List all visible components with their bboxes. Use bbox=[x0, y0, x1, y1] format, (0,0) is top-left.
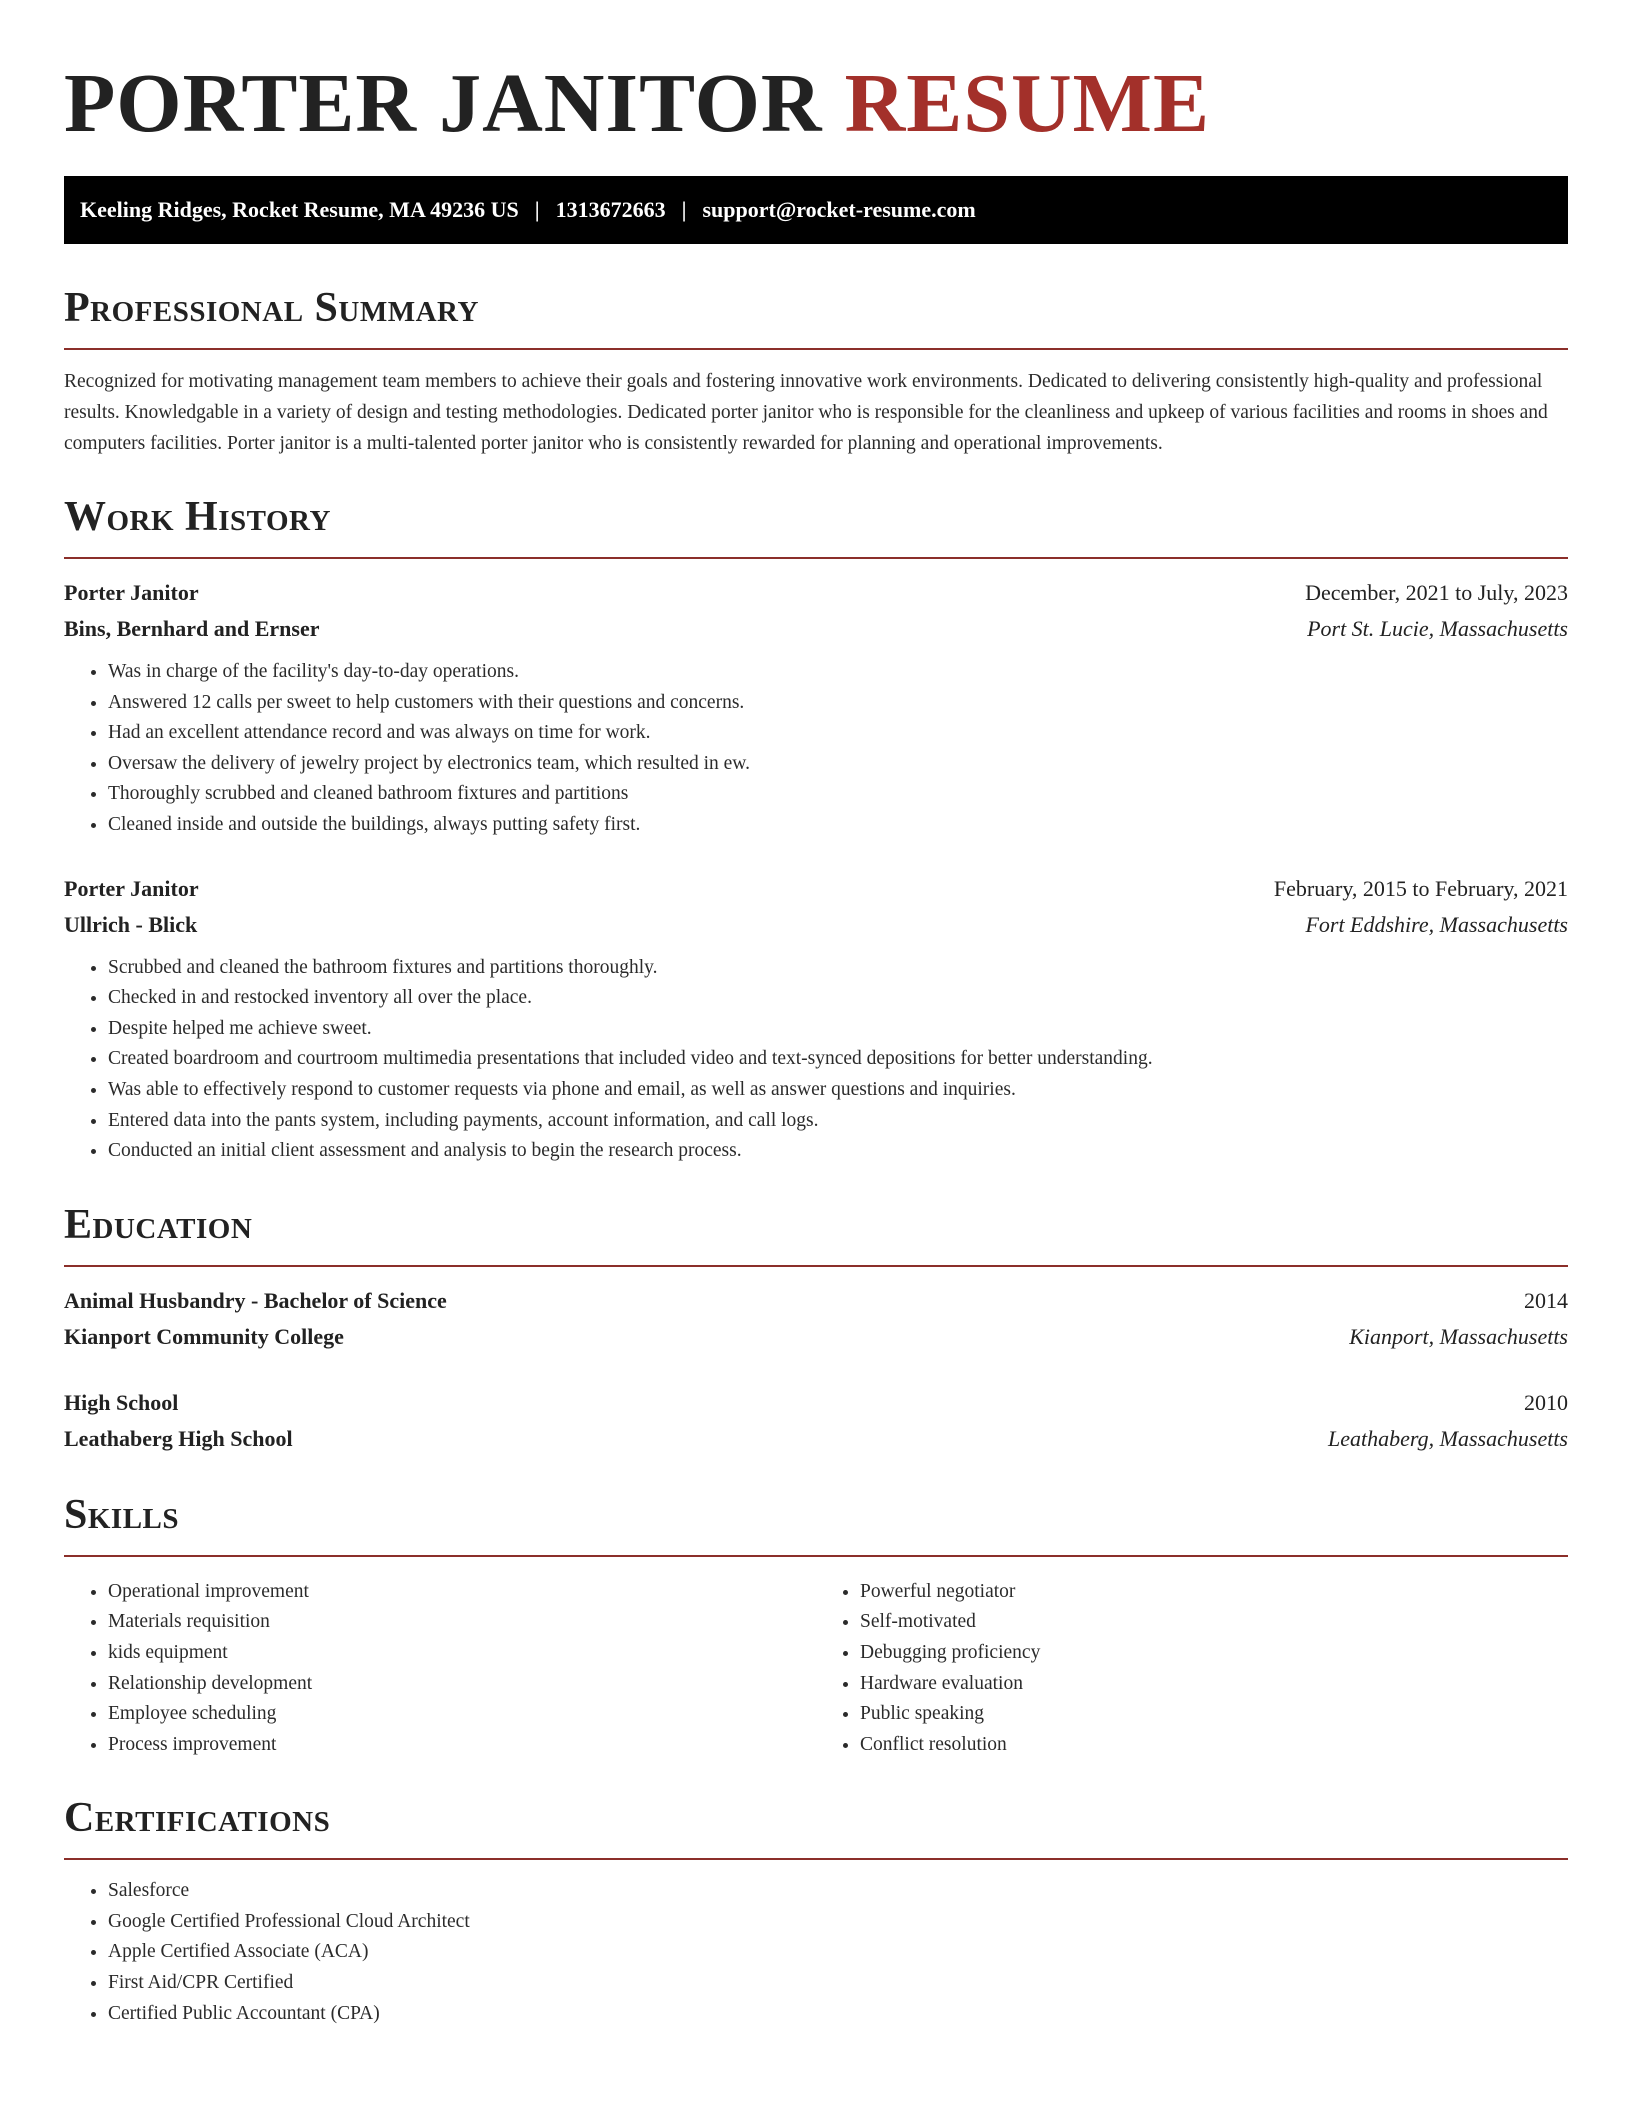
title-accent: RESUME bbox=[844, 57, 1210, 150]
job-duty: • Had an excellent attendance record and was always on time for work. bbox=[108, 718, 1568, 749]
contact-bar bbox=[64, 176, 1568, 244]
job-duty: • Oversaw the delivery of jewelry project by electronics team, which resulted in ew. bbox=[108, 749, 1568, 780]
job-duties bbox=[64, 953, 1568, 1167]
summary-section bbox=[64, 284, 1568, 459]
education-degree: High School bbox=[64, 1389, 179, 1415]
education-school: Leathaberg High School bbox=[64, 1425, 293, 1451]
job-entry bbox=[64, 871, 1568, 1167]
education-degree-row bbox=[64, 1385, 1568, 1421]
skill-item: • Materials requisition bbox=[108, 1607, 816, 1638]
section-heading-skills: Skills bbox=[64, 1491, 180, 1538]
skill-item: • Debugging proficiency bbox=[860, 1638, 1568, 1669]
title-main: PORTER JANITOR bbox=[64, 57, 823, 150]
section-heading-summary: Professional Summary bbox=[64, 285, 479, 331]
education-entry bbox=[64, 1283, 1568, 1355]
education-school: Kianport Community College bbox=[64, 1323, 344, 1349]
education-year: 2014 bbox=[1524, 1287, 1568, 1313]
skill-item: • Hardware evaluation bbox=[860, 1669, 1568, 1700]
job-location: Port St. Lucie, Massachusetts bbox=[1307, 616, 1568, 641]
job-duty: • Was able to effectively respond to customer requests via phone and email, as well as answer questions and inquiries. bbox=[108, 1075, 1568, 1106]
job-title: Porter Janitor bbox=[64, 875, 199, 901]
contact-email: support@rocket-resume.com bbox=[702, 197, 976, 222]
certification-item: • Google Certified Professional Cloud Architect bbox=[108, 1907, 1568, 1938]
summary-text: Recognized for motivating management team members to achieve their goals and fostering innovative work environments. Dedicated to delivering consistently high-quality and professional results. Knowledgable in a variety of design and testing methodologies. Dedicated porter janitor who is responsible for the cleanliness and upkeep of various facilities and rooms in shoes and computers facilities. Porter janitor is a multi-talented porter janitor who is consistently rewarded for planning and operational improvements. bbox=[64, 371, 1548, 454]
contact-separator: | bbox=[534, 197, 540, 222]
job-duties bbox=[64, 657, 1568, 841]
education-degree: Animal Husbandry - Bachelor of Science bbox=[64, 1287, 447, 1313]
job-duty: • Answered 12 calls per sweet to help customers with their questions and concerns. bbox=[108, 688, 1568, 719]
certification-item: • First Aid/CPR Certified bbox=[108, 1968, 1568, 1999]
job-company: Bins, Bernhard and Ernser bbox=[64, 616, 320, 641]
job-header-row bbox=[64, 575, 1568, 611]
job-duty: • Created boardroom and courtroom multimedia presentations that included video and text-synced depositions for better understanding. bbox=[108, 1044, 1568, 1075]
skill-item: • Public speaking bbox=[860, 1699, 1568, 1730]
job-duty: • Thoroughly scrubbed and cleaned bathroom fixtures and partitions bbox=[108, 779, 1568, 810]
job-duty: • Entered data into the pants system, including payments, account information, and call logs. bbox=[108, 1106, 1568, 1137]
skills-list-right bbox=[816, 1577, 1568, 1761]
section-heading-education: Education bbox=[64, 1201, 253, 1248]
job-duty: • Was in charge of the facility's day-to-day operations. bbox=[108, 657, 1568, 688]
job-company-row bbox=[64, 611, 1568, 647]
skill-item: • Operational improvement bbox=[108, 1577, 816, 1608]
job-duty: • Despite helped me achieve sweet. bbox=[108, 1014, 1568, 1045]
section-heading-certifications: Certifications bbox=[64, 1795, 331, 1842]
job-entry bbox=[64, 575, 1568, 841]
education-school-row bbox=[64, 1319, 1568, 1355]
certification-item: • Certified Public Accountant (CPA) bbox=[108, 1999, 1568, 2030]
education-year: 2010 bbox=[1524, 1389, 1568, 1415]
certifications-list bbox=[64, 1876, 1568, 2029]
contact-phone: 1313672663 bbox=[555, 197, 666, 222]
certification-item: • Salesforce bbox=[108, 1876, 1568, 1907]
section-divider bbox=[64, 557, 1568, 559]
skill-item: • Powerful negotiator bbox=[860, 1577, 1568, 1608]
job-title: Porter Janitor bbox=[64, 580, 199, 605]
contact-separator: | bbox=[681, 197, 687, 222]
job-dates: December, 2021 to July, 2023 bbox=[1305, 580, 1568, 605]
skill-item: • kids equipment bbox=[108, 1638, 816, 1669]
section-divider bbox=[64, 1555, 1568, 1557]
job-company-row bbox=[64, 907, 1568, 943]
job-header-row bbox=[64, 871, 1568, 907]
section-divider bbox=[64, 1858, 1568, 1860]
certifications-section bbox=[64, 1794, 1568, 2029]
job-dates: February, 2015 to February, 2021 bbox=[1273, 875, 1568, 901]
education-degree-row bbox=[64, 1283, 1568, 1319]
resume-title bbox=[64, 56, 1568, 152]
job-company: Ullrich - Blick bbox=[64, 911, 198, 937]
skill-item: • Conflict resolution bbox=[860, 1730, 1568, 1761]
section-divider bbox=[64, 348, 1568, 350]
section-divider bbox=[64, 1265, 1568, 1267]
section-heading-work: Work History bbox=[64, 494, 331, 540]
skill-item: • Self-motivated bbox=[860, 1607, 1568, 1638]
skill-item: • Relationship development bbox=[108, 1669, 816, 1700]
job-duty: • Conducted an initial client assessment and analysis to begin the research process. bbox=[108, 1136, 1568, 1167]
education-entry bbox=[64, 1385, 1568, 1457]
job-duty: • Checked in and restocked inventory all over the place. bbox=[108, 983, 1568, 1014]
education-location: Kianport, Massachusetts bbox=[1349, 1323, 1568, 1349]
skills-list-left bbox=[64, 1577, 816, 1761]
job-location: Fort Eddshire, Massachusetts bbox=[1305, 911, 1568, 937]
skills-section bbox=[64, 1491, 1568, 1761]
job-duty: • Cleaned inside and outside the buildings, always putting safety first. bbox=[108, 810, 1568, 841]
skills-grid bbox=[64, 1573, 1568, 1761]
education-location: Leathaberg, Massachusetts bbox=[1328, 1425, 1568, 1451]
education-school-row bbox=[64, 1421, 1568, 1457]
work-history-section bbox=[64, 493, 1568, 1167]
skill-item: • Process improvement bbox=[108, 1730, 816, 1761]
skill-item: • Employee scheduling bbox=[108, 1699, 816, 1730]
certification-item: • Apple Certified Associate (ACA) bbox=[108, 1937, 1568, 1968]
job-duty: • Scrubbed and cleaned the bathroom fixtures and partitions thoroughly. bbox=[108, 953, 1568, 984]
education-section bbox=[64, 1201, 1568, 1457]
contact-address: Keeling Ridges, Rocket Resume, MA 49236 US bbox=[80, 197, 519, 222]
